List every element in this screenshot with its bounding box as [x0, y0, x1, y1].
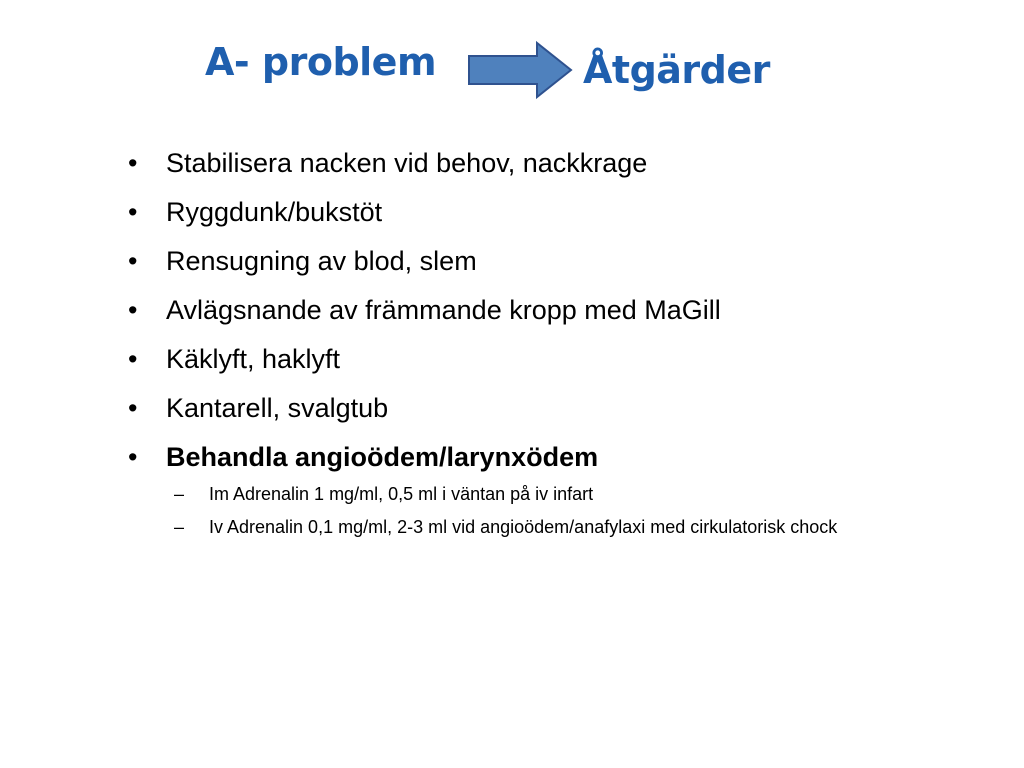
- title-actions: Åtgärder: [583, 48, 770, 92]
- bullet-item: [128, 290, 988, 330]
- bullet-dot: •: [128, 295, 138, 325]
- sub-bullet-item: [174, 482, 854, 506]
- bullet-text: Käklyft, haklyft: [166, 344, 341, 374]
- sub-bullet-text: Iv Adrenalin 0,1 mg/ml, 2-3 ml vid angioödem/anafylaxi med cirkulatorisk chock: [209, 517, 838, 537]
- title-problem: A- problem: [205, 40, 437, 84]
- bullet-text: Avlägsnande av främmande kropp med MaGill: [166, 295, 721, 325]
- bullet-text: Stabilisera nacken vid behov, nackkrage: [166, 148, 648, 178]
- bullet-item: [128, 388, 988, 428]
- sub-bullet-list: [174, 482, 854, 548]
- bullet-item: [128, 339, 988, 379]
- bullet-item: [128, 241, 988, 281]
- bullet-dot: •: [128, 148, 138, 178]
- dash-marker: –: [174, 484, 185, 504]
- bullet-item: [128, 143, 988, 183]
- bullet-dot: •: [128, 393, 138, 423]
- bullet-text: Rensugning av blod, slem: [166, 246, 477, 276]
- bullet-dot: •: [128, 197, 138, 227]
- right-arrow-icon: [465, 40, 575, 100]
- sub-bullet-text: Im Adrenalin 1 mg/ml, 0,5 ml i väntan på iv infart: [209, 484, 594, 504]
- bullet-item: [128, 192, 988, 232]
- bullet-dot: •: [128, 344, 138, 374]
- bullet-dot: •: [128, 442, 138, 472]
- dash-marker: –: [174, 517, 185, 537]
- bullet-text: Behandla angioödem/larynxödem: [166, 442, 599, 472]
- bullet-text: Kantarell, svalgtub: [166, 393, 389, 423]
- bullet-text: Ryggdunk/bukstöt: [166, 197, 383, 227]
- sub-bullet-item: [174, 515, 854, 539]
- bullet-list: [128, 143, 988, 486]
- bullet-item-emphasized: [128, 437, 988, 477]
- bullet-dot: •: [128, 246, 138, 276]
